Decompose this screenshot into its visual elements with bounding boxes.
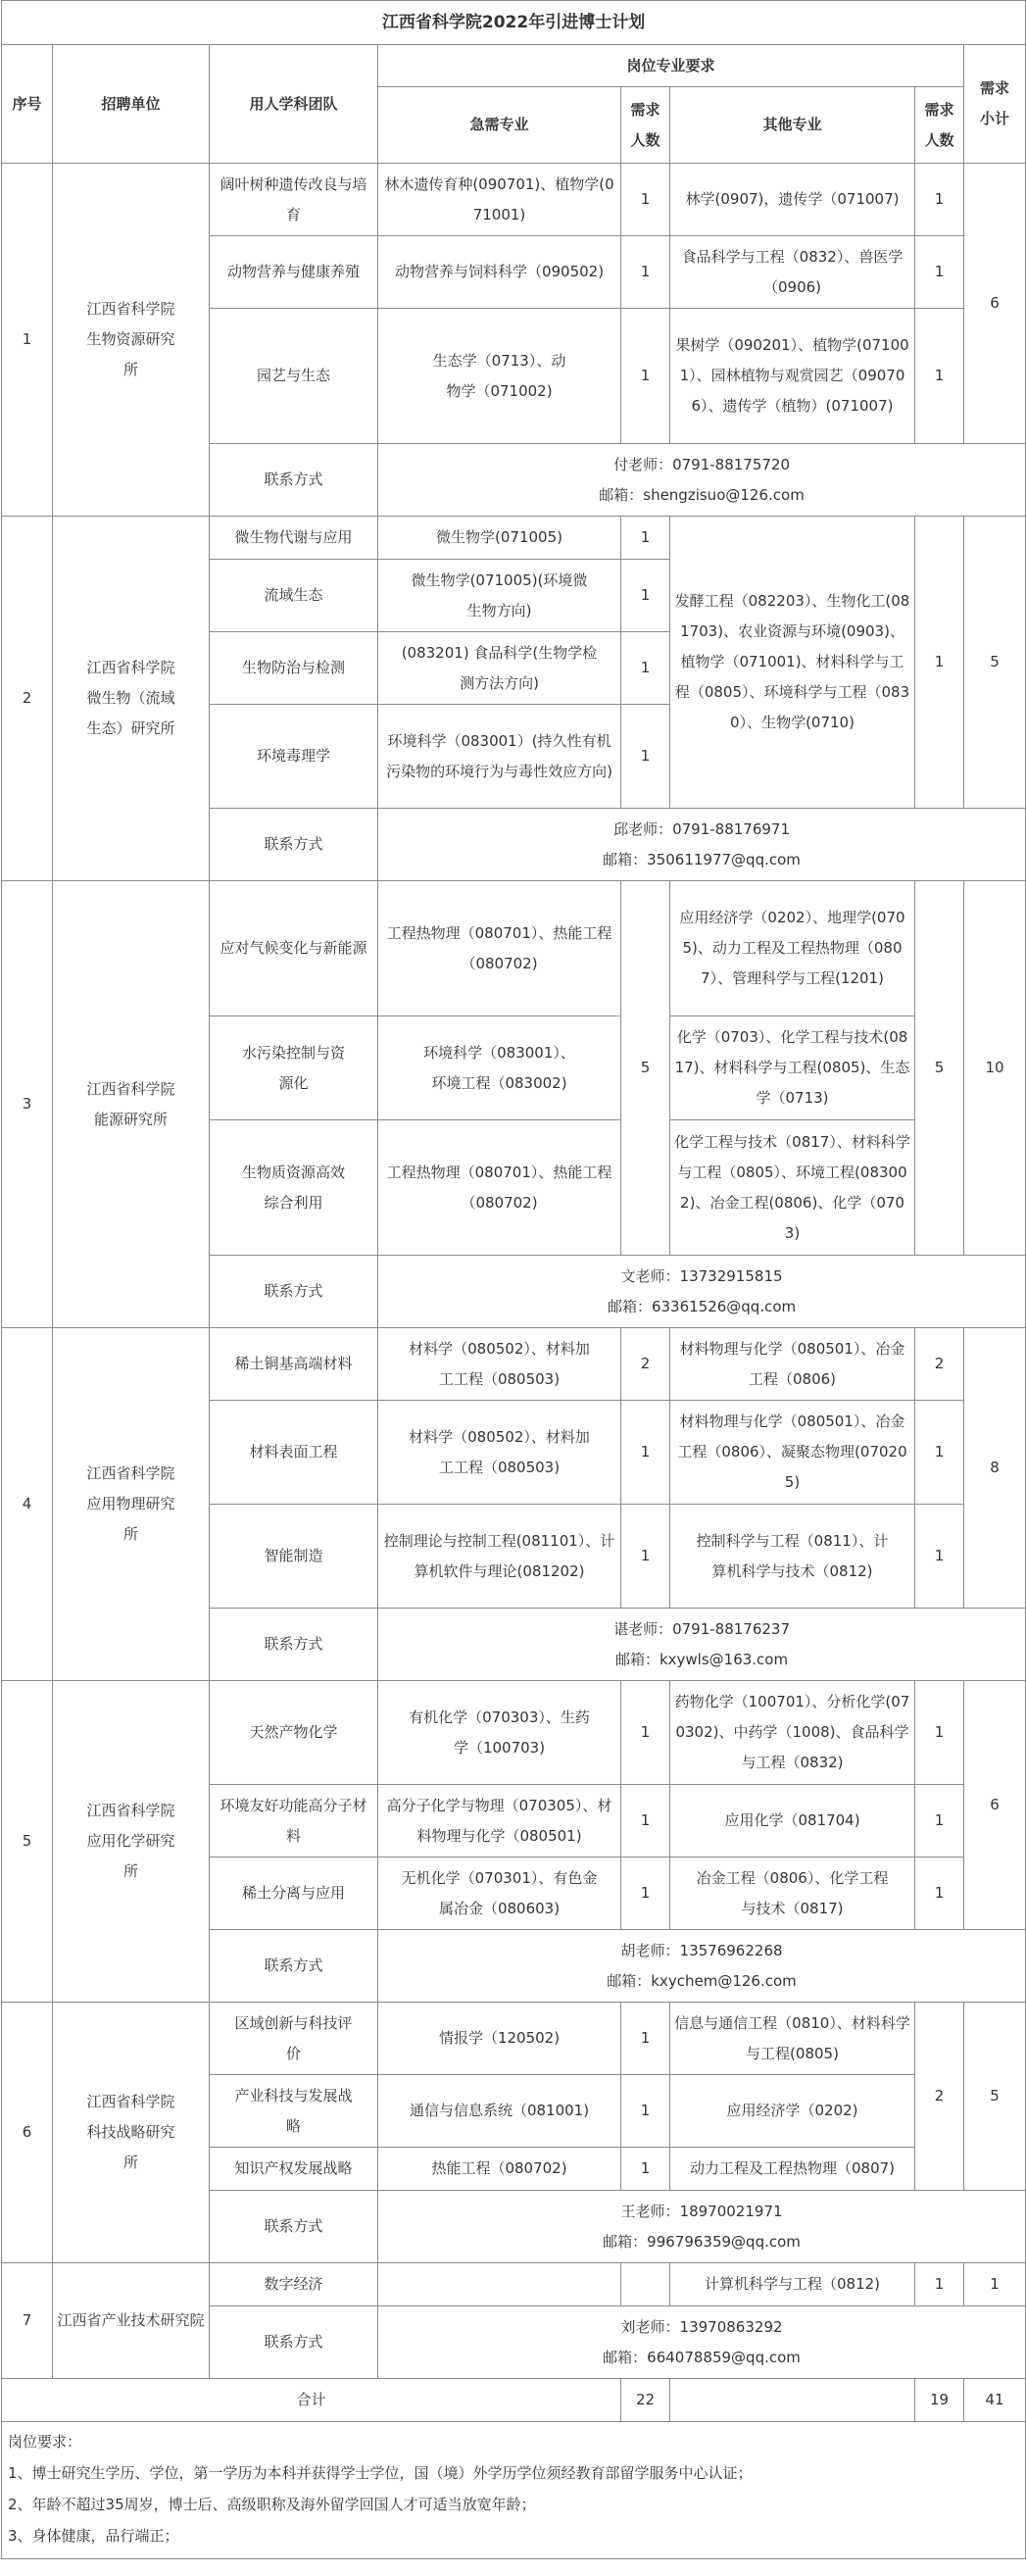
team-name: 稀土分离与应用 (210, 1858, 378, 1930)
header-unit: 招聘单位 (53, 45, 210, 164)
urgent-major: 通信与信息系统（081001) (378, 2075, 621, 2148)
other-major: 林学(0907)，遗传学（071007) (670, 164, 915, 236)
urgent-major: 环境科学（083001）、环境工程（083002) (378, 1016, 621, 1120)
urgent-num: 1 (621, 236, 670, 309)
contact-label: 联系方式 (210, 2191, 378, 2263)
team-name: 知识产权发展战略 (210, 2148, 378, 2191)
notes-item: 3、身体健康，品行端正； (8, 2527, 179, 2545)
header-urgent-major: 急需专业 (378, 87, 621, 164)
team-name: 环境毒理学 (210, 705, 378, 809)
team-name: 环境友好功能高分子材料 (210, 1785, 378, 1858)
team-name: 生物质资源高效综合利用 (210, 1120, 378, 1256)
contact-person: 邱老师：0791-88176971 (613, 819, 790, 838)
urgent-major: 工程热物理（080701）、热能工程（080702) (378, 881, 621, 1016)
requirements-notes (2, 2422, 1026, 2559)
urgent-num: 1 (621, 2148, 670, 2191)
contact-email: 邮箱：996796359@qq.com (603, 2232, 801, 2251)
urgent-num: 1 (621, 705, 670, 809)
urgent-num: 1 (621, 1858, 670, 1930)
unit-subtotal: 10 (964, 881, 1026, 1256)
contact-info (378, 444, 1026, 517)
urgent-num: 5 (621, 881, 670, 1256)
other-num: 1 (915, 236, 964, 309)
header-subtotal: 需求小计 (964, 45, 1026, 164)
urgent-num: 1 (621, 632, 670, 705)
page-title: 江西省科学院2022年引进博士计划 (2, 1, 1026, 45)
urgent-num: 1 (621, 1785, 670, 1858)
other-num: 1 (915, 1505, 964, 1609)
team-name: 数字经济 (210, 2263, 378, 2306)
other-major: 发酵工程（082203）、生物化工(081703)、农业资源与环境(0903)、植物学（071001)、材料科学与工程（0805）、环境科学与工程（0830）、生物学(0710) (670, 517, 915, 809)
urgent-major: 林木遗传育种(090701)、植物学(071001) (378, 164, 621, 236)
contact-person: 胡老师：13576962268 (620, 1941, 783, 1959)
urgent-num: 2 (621, 1328, 670, 1401)
contact-info (378, 2306, 1026, 2379)
urgent-num: 1 (621, 560, 670, 632)
contact-email: 邮箱：63361526@qq.com (607, 1297, 797, 1315)
other-num: 5 (915, 881, 964, 1256)
urgent-major: (083201) 食品科学(生物学检测方法方向) (378, 632, 621, 705)
urgent-num: 1 (621, 1401, 670, 1505)
other-major: 控制科学与工程（0811）、计算机科学与技术（0812) (670, 1505, 915, 1609)
contact-person: 付老师：0791-88175720 (613, 455, 790, 473)
urgent-num: 1 (621, 2003, 670, 2075)
urgent-major: 生态学（0713）、动物学（071002) (378, 309, 621, 444)
team-name: 微生物代谢与应用 (210, 517, 378, 560)
urgent-major: 动物营养与饲料科学（090502) (378, 236, 621, 309)
contact-label: 联系方式 (210, 444, 378, 517)
contact-person: 文老师：13732915815 (620, 1266, 783, 1285)
other-major: 冶金工程（0806）、化学工程与技术（0817) (670, 1858, 915, 1930)
urgent-major: 热能工程（080702) (378, 2148, 621, 2191)
contact-email: 邮箱：664078859@qq.com (603, 2348, 801, 2366)
contact-email: 邮箱：kxychem@126.com (607, 1971, 797, 1990)
unit-name: 江西省科学院微生物（流域生态）研究所 (53, 517, 210, 881)
contact-label: 联系方式 (210, 1256, 378, 1328)
unit-seq: 5 (2, 1681, 53, 2003)
team-name: 流域生态 (210, 560, 378, 632)
other-num: 1 (915, 164, 964, 236)
team-name: 应对气候变化与新能源 (210, 881, 378, 1016)
contact-label: 联系方式 (210, 1609, 378, 1681)
other-num: 2 (915, 1328, 964, 1401)
header-other-num: 需求人数 (915, 87, 964, 164)
total-urgent: 22 (621, 2379, 670, 2422)
other-major: 应用经济学（0202）、地理学(0705)、动力工程及工程热物理（0807）、管理科学与工程(1201) (670, 881, 915, 1016)
urgent-major: 工程热物理（080701）、热能工程（080702) (378, 1120, 621, 1256)
unit-seq: 1 (2, 164, 53, 517)
other-major: 化学（0703）、化学工程与技术(0817)、材料科学与工程(0805)、生态学（0713) (670, 1016, 915, 1120)
unit-seq: 3 (2, 881, 53, 1328)
other-num: 1 (915, 1858, 964, 1930)
unit-subtotal: 6 (964, 164, 1026, 444)
total-other-spacer (670, 2379, 915, 2422)
urgent-major: 情报学（120502) (378, 2003, 621, 2075)
team-name: 区域创新与科技评价 (210, 2003, 378, 2075)
other-major: 化学工程与技术（0817）、材料科学与工程（0805）、环境工程(083002)、冶金工程(0806)、化学（0703) (670, 1120, 915, 1256)
team-name: 水污染控制与资源化 (210, 1016, 378, 1120)
urgent-major: 微生物学(071005) (378, 517, 621, 560)
contact-info (378, 809, 1026, 881)
contact-label: 联系方式 (210, 809, 378, 881)
unit-name: 江西省科学院应用化学研究所 (53, 1681, 210, 2003)
unit-subtotal: 6 (964, 1681, 1026, 1930)
unit-seq: 4 (2, 1328, 53, 1681)
team-name: 稀土铜基高端材料 (210, 1328, 378, 1401)
team-name: 材料表面工程 (210, 1401, 378, 1505)
contact-info (378, 1930, 1026, 2003)
contact-person: 谌老师：0791-88176237 (613, 1619, 790, 1638)
urgent-num (621, 2263, 670, 2306)
team-name: 智能制造 (210, 1505, 378, 1609)
urgent-major: 环境科学（083001）(持久性有机污染物的环境行为与毒性效应方向) (378, 705, 621, 809)
other-num: 2 (915, 2003, 964, 2191)
team-name: 园艺与生态 (210, 309, 378, 444)
team-name: 天然产物化学 (210, 1681, 378, 1785)
other-num: 1 (915, 2263, 964, 2306)
contact-info (378, 2191, 1026, 2263)
unit-subtotal: 8 (964, 1328, 1026, 1609)
contact-email: 邮箱：350611977@qq.com (603, 850, 801, 868)
unit-name: 江西省产业技术研究院 (53, 2263, 210, 2379)
team-name: 生物防治与检测 (210, 632, 378, 705)
other-num: 1 (915, 1785, 964, 1858)
contact-person: 王老师：18970021971 (620, 2202, 783, 2220)
header-major-req: 岗位专业要求 (378, 45, 964, 87)
other-major: 计算机科学与工程（0812) (670, 2263, 915, 2306)
urgent-num: 1 (621, 1681, 670, 1785)
other-major: 果树学（090201）、植物学(071001）、园林植物与观赏园艺（090706）、遗传学（植物）(071007) (670, 309, 915, 444)
header-team: 用人学科团队 (210, 45, 378, 164)
urgent-num: 1 (621, 309, 670, 444)
total-label: 合计 (2, 2379, 621, 2422)
urgent-major: 控制理论与控制工程(081101）、计算机软件与理论(081202) (378, 1505, 621, 1609)
contact-label: 联系方式 (210, 2306, 378, 2379)
unit-seq: 2 (2, 517, 53, 881)
unit-seq: 7 (2, 2263, 53, 2379)
team-name: 产业科技与发展战略 (210, 2075, 378, 2148)
urgent-major: 材料学（080502）、材料加工工程（080503) (378, 1401, 621, 1505)
contact-email: 邮箱：shengzisuo@126.com (599, 485, 805, 504)
notes-item: 1、博士研究生学历、学位，第一学历为本科并获得学士学位，国（境）外学历学位须经教育部留学服务中心认证； (8, 2464, 753, 2482)
notes-item: 2、年龄不超过35周岁，博士后、高级职称及海外留学回国人才可适当放宽年龄； (8, 2496, 536, 2513)
other-num: 1 (915, 1401, 964, 1505)
urgent-num: 1 (621, 164, 670, 236)
urgent-major: 高分子化学与物理（070305）、材料物理与化学（080501) (378, 1785, 621, 1858)
contact-label: 联系方式 (210, 1930, 378, 2003)
urgent-major: 材料学（080502）、材料加工工程（080503) (378, 1328, 621, 1401)
other-major: 应用化学（081704) (670, 1785, 915, 1858)
other-major: 药物化学（100701）、分析化学(070302)、中药学（1008)、食品科学与工程（0832) (670, 1681, 915, 1785)
urgent-major: 微生物学(071005)(环境微生物方向) (378, 560, 621, 632)
other-num: 1 (915, 309, 964, 444)
other-major: 信息与通信工程（0810）、材料科学与工程(0805) (670, 2003, 915, 2075)
unit-name: 江西省科学院科技战略研究所 (53, 2003, 210, 2263)
unit-name: 江西省科学院能源研究所 (53, 881, 210, 1328)
other-major: 材料物理与化学（080501）、冶金工程（0806) (670, 1328, 915, 1401)
unit-subtotal: 5 (964, 2003, 1026, 2191)
other-major: 食品科学与工程（0832）、兽医学（0906) (670, 236, 915, 309)
other-major: 材料物理与化学（080501）、冶金工程（0806）、凝聚态物理(070205) (670, 1401, 915, 1505)
other-major: 应用经济学（0202) (670, 2075, 915, 2148)
contact-info (378, 1609, 1026, 1681)
other-num: 1 (915, 1681, 964, 1785)
urgent-major (378, 2263, 621, 2306)
header-seq: 序号 (2, 45, 53, 164)
unit-seq: 6 (2, 2003, 53, 2263)
contact-email: 邮箱：kxywls@163.com (614, 1650, 789, 1668)
contact-person: 刘老师：13970863292 (620, 2317, 783, 2336)
unit-subtotal: 1 (964, 2263, 1026, 2306)
contact-info (378, 1256, 1026, 1328)
header-urgent-num: 需求人数 (621, 87, 670, 164)
total-other: 19 (915, 2379, 964, 2422)
team-name: 动物营养与健康养殖 (210, 236, 378, 309)
urgent-num: 1 (621, 517, 670, 560)
unit-subtotal: 5 (964, 517, 1026, 809)
header-other-major: 其他专业 (670, 87, 915, 164)
unit-name: 江西省科学院应用物理研究所 (53, 1328, 210, 1681)
team-name: 阔叶树种遗传改良与培育 (210, 164, 378, 236)
unit-name: 江西省科学院生物资源研究所 (53, 164, 210, 517)
notes-title: 岗位要求： (8, 2433, 82, 2451)
recruitment-table (1, 0, 1026, 2559)
urgent-num: 1 (621, 2075, 670, 2148)
other-major: 动力工程及工程热物理（0807) (670, 2148, 915, 2191)
urgent-num: 1 (621, 1505, 670, 1609)
total-all: 41 (964, 2379, 1026, 2422)
urgent-major: 无机化学（070301）、有色金属冶金（080603) (378, 1858, 621, 1930)
other-num: 1 (915, 517, 964, 809)
urgent-major: 有机化学（070303）、生药学（100703) (378, 1681, 621, 1785)
